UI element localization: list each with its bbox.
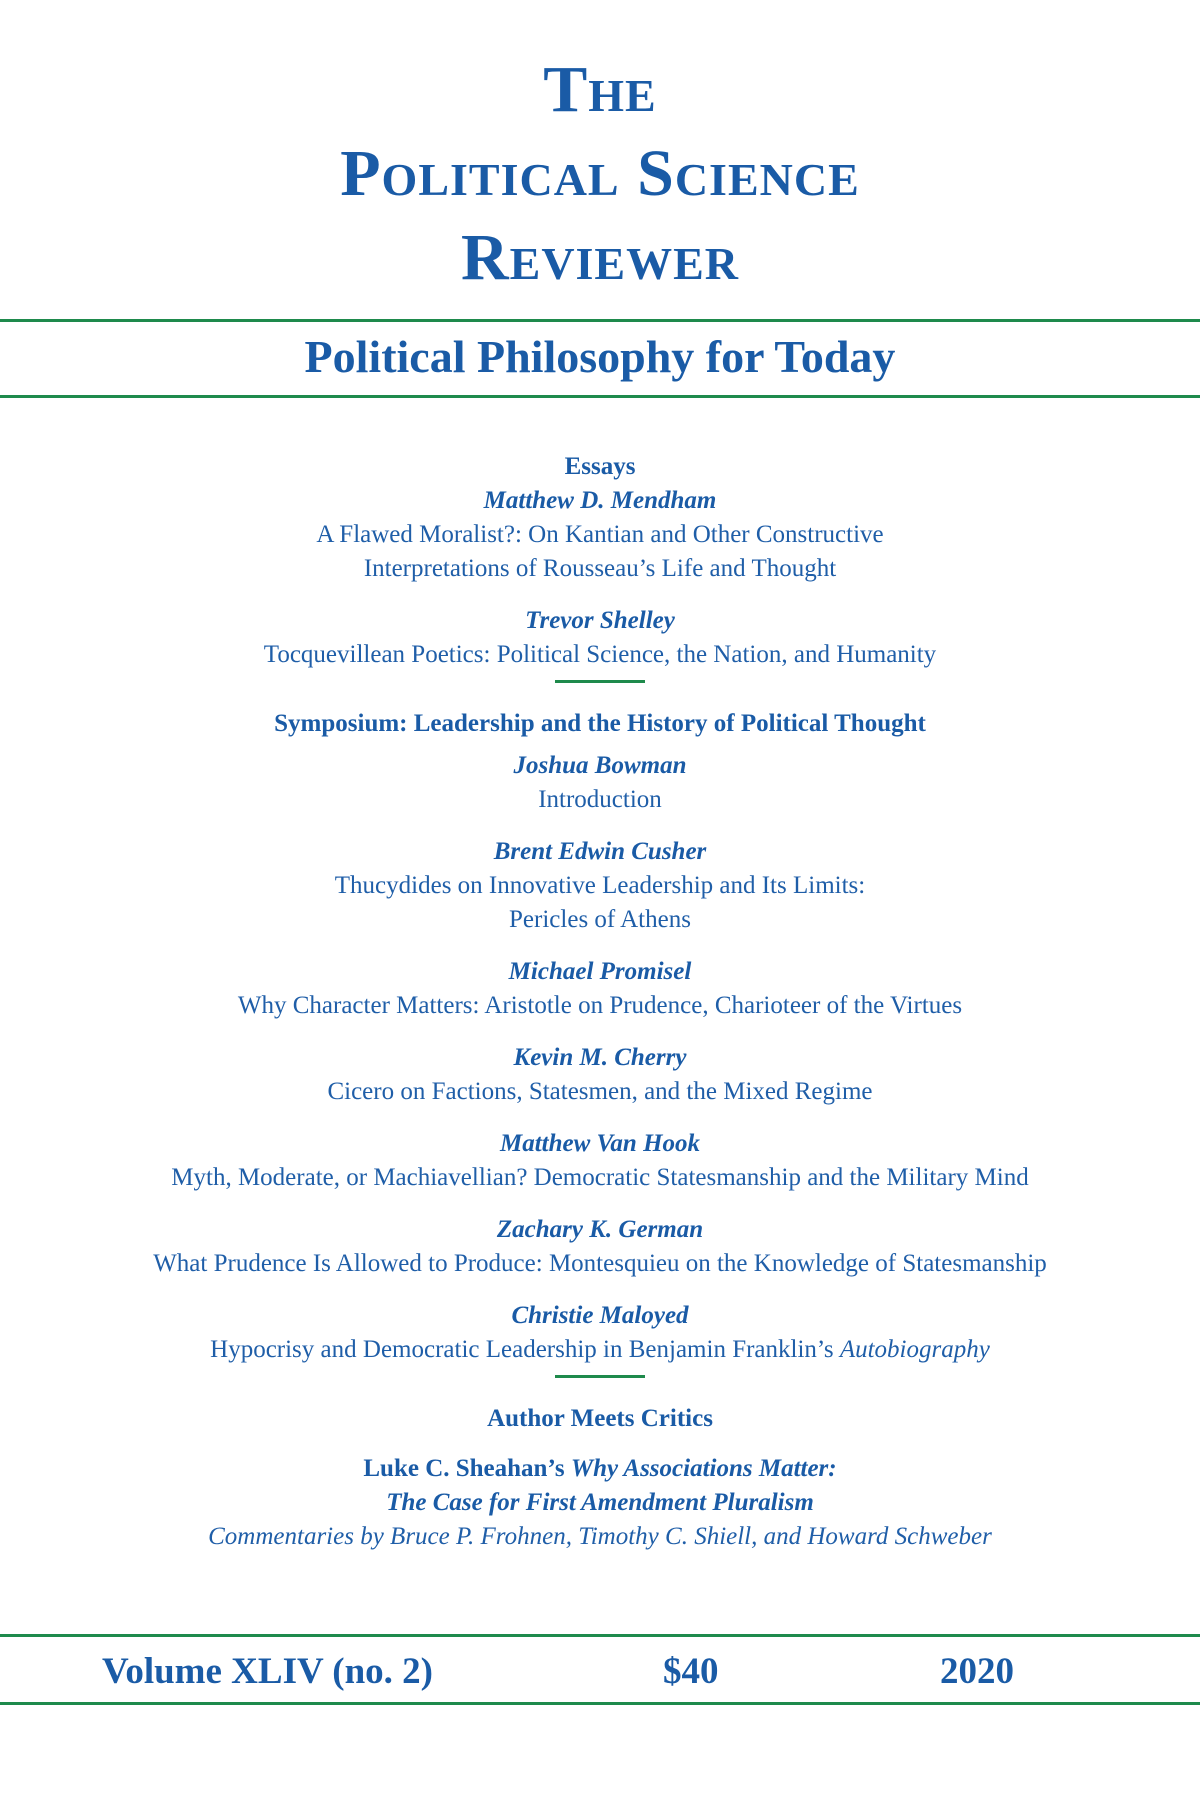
entry-author: Matthew D. Mendham [483, 487, 717, 514]
symposium-entry [0, 1299, 1200, 1367]
entry-author: Trevor Shelley [525, 607, 675, 634]
entry-title-line: Tocquevillean Poetics: Political Science, the Nation, and Humanity [263, 641, 937, 668]
commentaries-line: Commentaries by Bruce P. Frohnen, Timothy C. Shiell, and Howard Schweber [208, 1523, 992, 1550]
section-divider [555, 1375, 645, 1378]
entry-author: Brent Edwin Cusher [493, 838, 707, 865]
entry-title-line: Pericles of Athens [509, 906, 691, 933]
entry-author: Michael Promisel [508, 958, 692, 985]
entry-title-line: Myth, Moderate, or Machiavellian? Democratic Statesmanship and the Military Mind [171, 1164, 1029, 1191]
symposium-entry [0, 749, 1200, 817]
issue-footer [0, 1642, 1200, 1702]
book-title-part-1: Why Associations Matter: [570, 1455, 837, 1482]
volume-label: Volume XLIV (no. 2) [102, 1651, 433, 1692]
symposium-entry [0, 1213, 1200, 1281]
book-title-line-1 [0, 1452, 1200, 1486]
symposium-entry [0, 835, 1200, 937]
entry-author: Zachary K. German [496, 1216, 704, 1243]
entry-title-line: Interpretations of Rousseau’s Life and Thought [363, 555, 837, 582]
book-author: Luke C. Sheahan’s [363, 1455, 571, 1482]
symposium-entry [0, 955, 1200, 1023]
entry-title-line: What Prudence Is Allowed to Produce: Montesquieu on the Knowledge of Statesmanship [153, 1250, 1047, 1277]
entry-author: Joshua Bowman [513, 752, 687, 779]
masthead-line-2: Political Science [340, 137, 860, 210]
symposium-heading: Symposium: Leadership and the History of Political Thought [274, 710, 926, 737]
symposium-entry [0, 1041, 1200, 1109]
entry-title-plain: Hypocrisy and Democratic Leadership in Benjamin Franklin’s [210, 1336, 840, 1363]
entry-title-line: Thucydides on Innovative Leadership and Its Limits: [334, 872, 866, 899]
top-rule-lower [0, 395, 1200, 398]
symposium-entry [0, 1127, 1200, 1195]
entry-title-line: Introduction [538, 786, 662, 813]
top-rule-upper [0, 319, 1200, 322]
bottom-rule-lower [0, 1702, 1200, 1705]
essay-entry [0, 604, 1200, 672]
masthead-line-1: The [543, 53, 657, 126]
entry-title-line: A Flawed Moralist?: On Kantian and Other Constructive [316, 521, 884, 548]
section-divider [555, 680, 645, 683]
essays-heading: Essays [564, 453, 636, 480]
journal-masthead [0, 48, 1200, 300]
table-of-contents [0, 450, 1200, 1554]
book-title-line-2 [0, 1486, 1200, 1520]
entry-author: Kevin M. Cherry [513, 1044, 687, 1071]
year-label: 2020 [940, 1651, 1014, 1692]
essay-entry [0, 484, 1200, 586]
entry-title-line [0, 1333, 1200, 1367]
entry-author: Matthew Van Hook [499, 1130, 701, 1157]
journal-subtitle: Political Philosophy for Today [304, 331, 896, 382]
author-meets-critics-heading: Author Meets Critics [487, 1405, 713, 1432]
entry-title-italic: Autobiography [839, 1336, 990, 1363]
entry-title-line: Cicero on Factions, Statesmen, and the Mixed Regime [327, 1078, 873, 1105]
book-title-part-2: The Case for First Amendment Pluralism [386, 1489, 814, 1516]
entry-title-line: Why Character Matters: Aristotle on Prudence, Charioteer of the Virtues [237, 992, 963, 1019]
entry-author: Christie Maloyed [511, 1302, 689, 1329]
masthead-line-3: Reviewer [460, 221, 740, 294]
price-label: $40 [663, 1651, 719, 1692]
bottom-rule-upper [0, 1634, 1200, 1637]
